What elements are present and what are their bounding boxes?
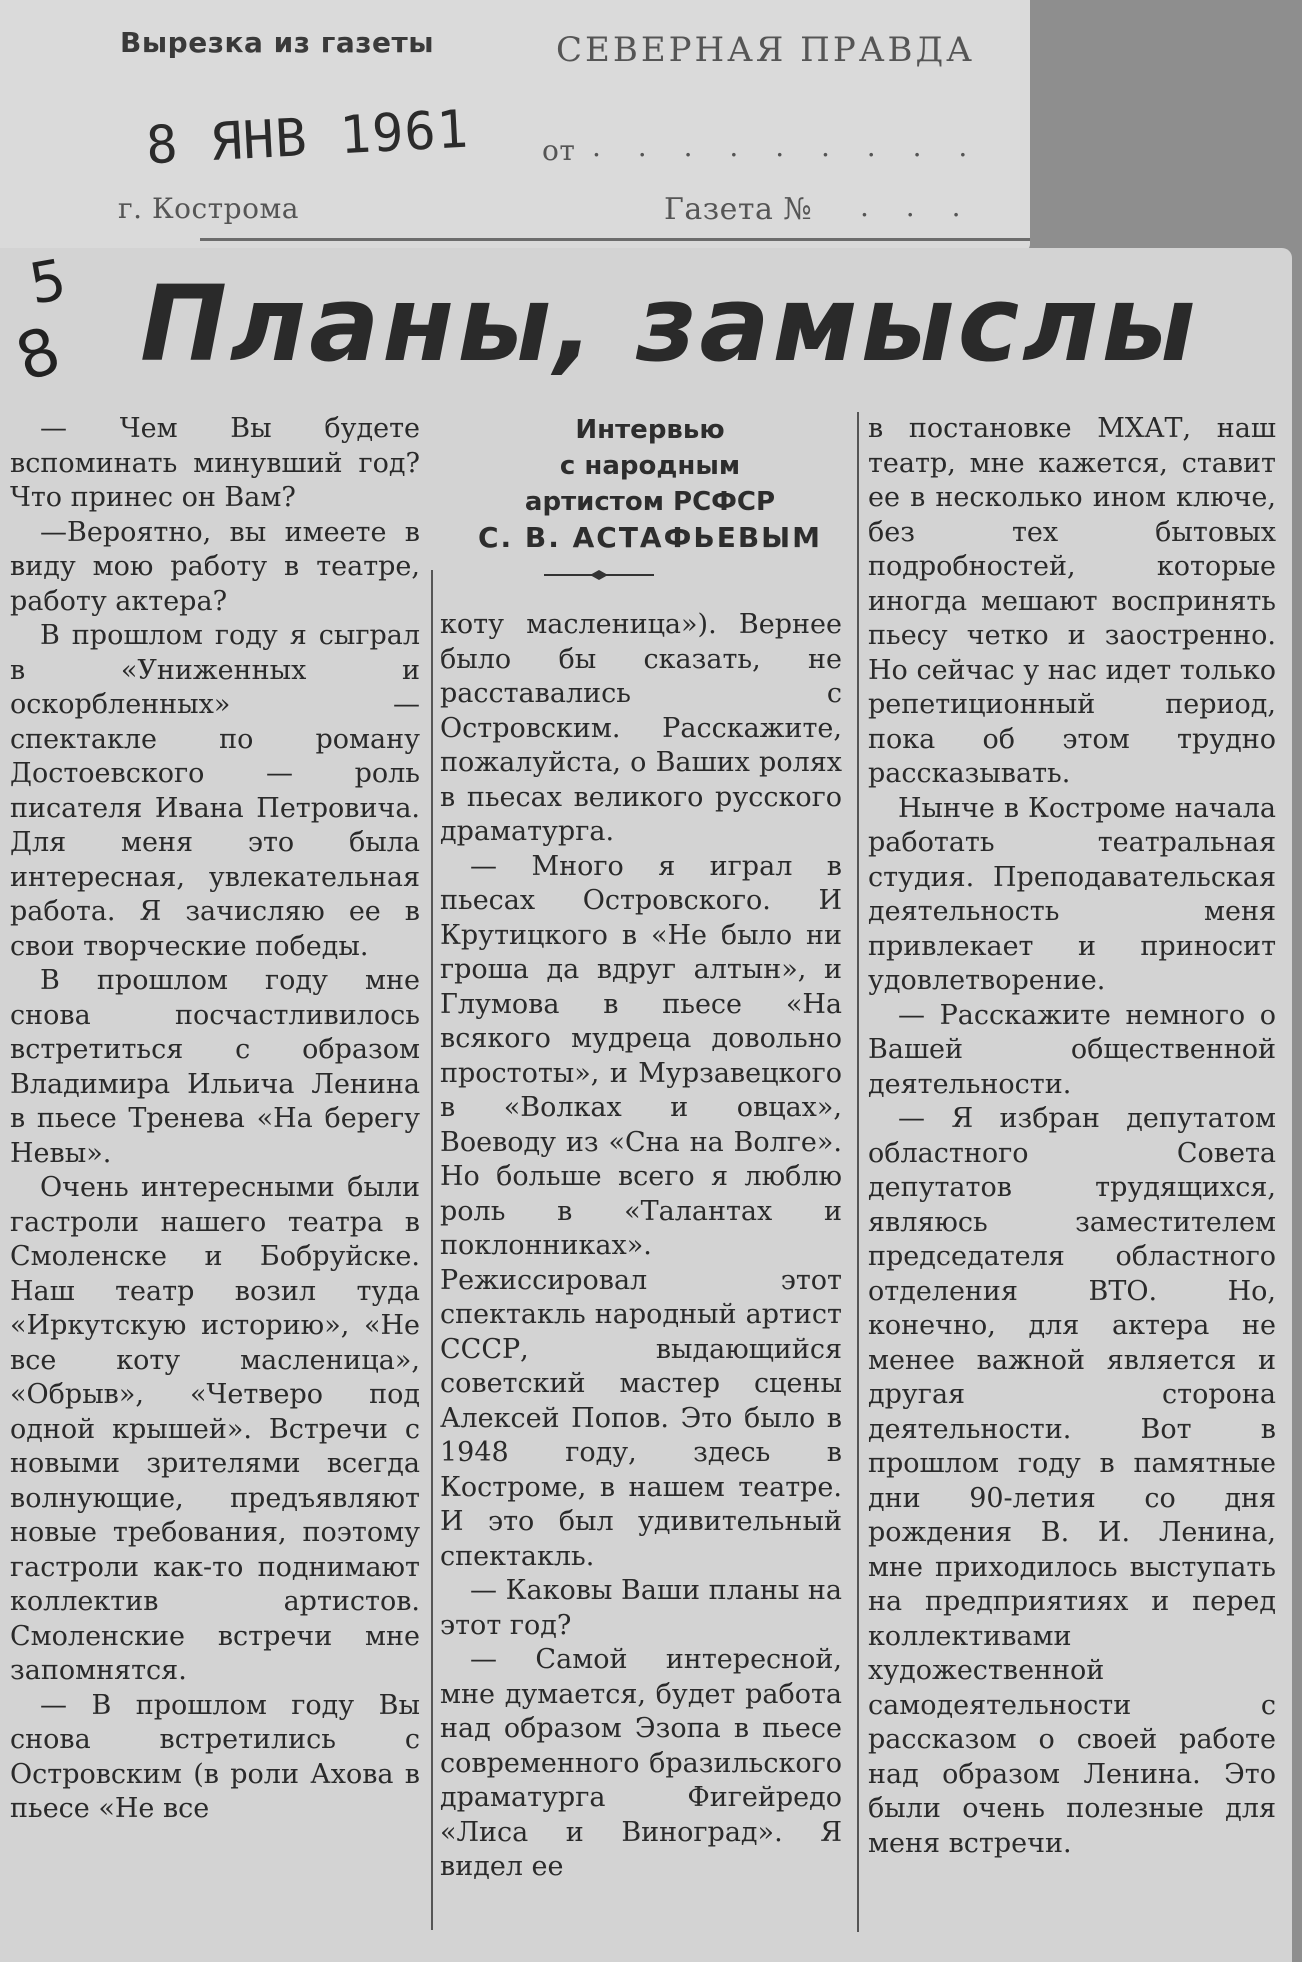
city-label: г. Кострома [118, 192, 299, 225]
divider [200, 238, 1030, 241]
subheading-line: Интервью [575, 415, 725, 445]
article-column-3 [868, 412, 1276, 1861]
dotted-fill: . . . . . . . . . [592, 130, 982, 163]
paragraph: В прошлом году я сыграл в «Униженных и оскорбленных» — спектакле по роману Достоевского — роль писателя Ивана Петровича. Для меня это была интересная, увлекательная работа. Я зачисляю ее в свои творческие победы. [10, 620, 420, 962]
handwritten-number: 8 [7, 313, 70, 397]
issue-number-label: Газета № [664, 192, 813, 227]
paragraph: — Я избран депутатом областного Совета депутатов трудящихся, являюсь заместителем председателя областного отделения ВТО. Но, конечно, для актера не менее важной является и другая сторона деятельности. Вот в прошлом году в памятные дни 90-летия со дня рождения В. И. Ленина, мне приходилось выступать на предприятиях и перед коллективами художественной самодеятельности с рассказом о своей работе над образом Ленина. Это были очень полезные для меня встречи. [868, 1103, 1276, 1859]
paragraph: Очень интересными были гастроли нашего театра в Смоленске и Бобруйске. Наш театр возил туда «Иркутскую историю», «Не все коту масленица», «Обрыв», «Четверо под одной крышей». Встречи с новыми зрителями всегда волнующие, предъявляют новые требования, поэтому гастроли как-то поднимают коллектив артистов. Смоленские встречи мне запомнятся. [10, 1172, 420, 1686]
subheading-line: артистом РСФСР [524, 487, 776, 517]
clipping-source-label: Вырезка из газеты [120, 26, 435, 59]
date-stamp: 8 ЯНВ 1961 [144, 99, 471, 177]
paragraph: — Каковы Ваши планы на этот год? [440, 1575, 843, 1641]
subheading-line: с народным [559, 451, 741, 481]
article-column-2 [440, 608, 842, 1885]
column-rule [857, 412, 859, 1932]
interview-subheading [440, 412, 860, 556]
paragraph: в постановке МХАТ, наш театр, мне кажется, ставит ее в несколько ином ключе, без тех бытовых подробностей, которые иногда мешают воспринять пьесу четко и заостренно. Но сейчас у нас идет только репетиционный период, пока об этом трудно рассказывать. [868, 413, 1276, 789]
paragraph: — Чем Вы будете вспоминать минувший год? Что принес он Вам? [10, 413, 420, 513]
interviewee-name: С. В. АСТАФЬЕВЫМ [477, 521, 823, 554]
column-rule [431, 570, 433, 1930]
article-column-1 [10, 412, 420, 1827]
paragraph: Нынче в Костроме начала работать театральная студия. Преподавательская деятельность меня привлекает и приносит удовлетворение. [868, 792, 1276, 996]
newspaper-name: СЕВЕРНАЯ ПРАВДА [556, 30, 975, 70]
paragraph: — Самой интересной, мне думается, будет работа над образом Эзопа в пьесе современного бразильского драматурга Фигейредо «Лиса и Виноград». Я видел ее [440, 1644, 842, 1882]
dotted-fill: . . . [860, 190, 975, 223]
paragraph: —Вероятно, вы имеете в виду мою работу в театре, работу актера? [10, 516, 420, 617]
paragraph: В прошлом году мне снова посчастливилось встретиться с образом Владимира Ильича Ленина в пьесе Тренева «На берегу Невы». [10, 965, 420, 1169]
paragraph: — Много я играл в пьесах Островского. И Крутицкого в «Не было ни гроша да вдруг алтын», и Глумова в пьесе «На всякого мудреца довольно простоты», и Мурзавецкого в «Волках и овцах», Воеводу из «Сна на Волге». Но больше всего я люблю роль в «Талантах и поклонниках». Режиссировал этот спектакль народный артист СССР, выдающийся советский мастер сцены Алексей Попов. Это было в 1948 году, здесь в Костроме, в нашем театре. И это был удивительный спектакль. [440, 850, 842, 1572]
handwritten-number: 5 [24, 247, 72, 318]
paragraph: коту масленица»). Вернее было бы сказать, не расставались с Островским. Расскажите, пожалуйста, о Ваших ролях в пьесах великого русского драматурга. [440, 609, 842, 847]
paragraph: — В прошлом году Вы снова встретились с Островским (в роли Ахова в пьесе «Не все [10, 1689, 420, 1824]
from-label: от [542, 134, 576, 167]
clipping-label-slip [0, 0, 1030, 252]
paragraph: — Расскажите немного о Вашей общественной деятельности. [868, 999, 1276, 1100]
article-headline: Планы, замыслы [140, 263, 1199, 385]
ornament-divider [544, 568, 654, 582]
